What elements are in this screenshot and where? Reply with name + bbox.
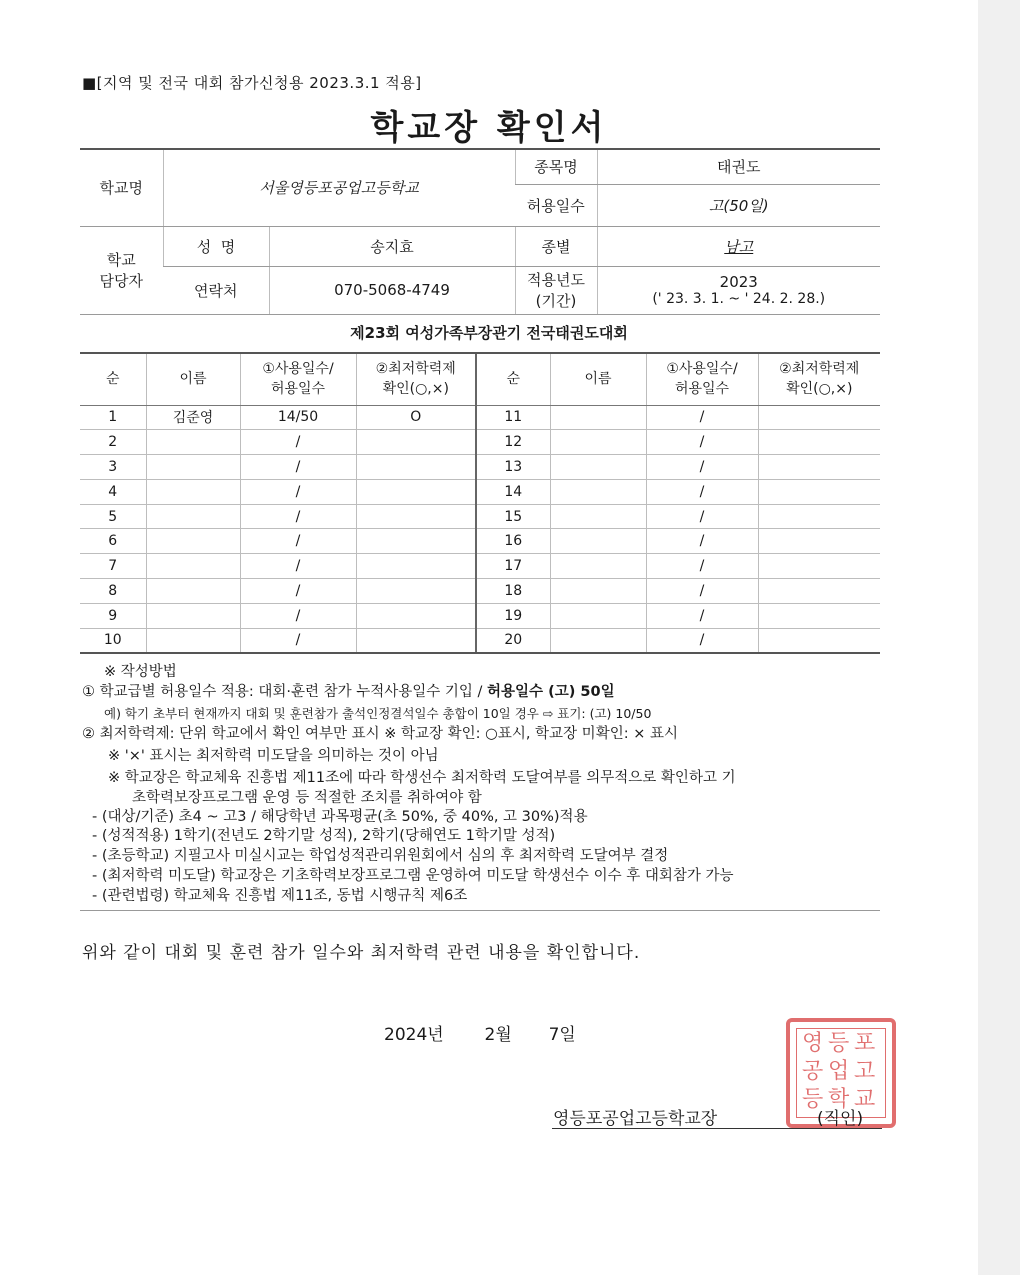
roster-cell-check	[758, 504, 880, 529]
roster-cell-days: /	[240, 455, 356, 480]
col-header-min-line2: 확인(○,×)	[382, 381, 449, 398]
roster-cell-no: 12	[476, 430, 550, 455]
roster-cell-no: 8	[80, 579, 146, 604]
roster-cell-days: /	[646, 529, 758, 554]
roster-cell-name	[146, 479, 240, 504]
roster-cell-check	[758, 405, 880, 430]
roster-header-row	[80, 353, 880, 405]
roster-cell-name	[146, 603, 240, 628]
table-row	[80, 603, 880, 628]
col-header-min-right-line2: 확인(○,×)	[786, 381, 853, 398]
form-header-note: ■[지역 및 전국 대회 참가신청용 2023.3.1 적용]	[82, 74, 422, 92]
roster-cell-days: /	[240, 504, 356, 529]
table-row	[80, 430, 880, 455]
allowed-days-label: 허용일수	[515, 184, 597, 226]
roster-cell-name	[550, 405, 646, 430]
confirmation-statement: 위와 같이 대회 및 훈련 참가 일수와 최저학력 관련 내용을 확인합니다.	[82, 943, 641, 963]
roster-cell-no: 10	[80, 628, 146, 653]
instruction-item-2: ② 최저학력제: 단위 학교에서 확인 여부만 표시 ※ 학교장 확인: ○표시, 학교장 미확인: × 표시	[82, 726, 678, 742]
col-header-days-line1: ①사용일수/	[262, 361, 334, 378]
col-header-days-right-line1: ①사용일수/	[666, 361, 738, 378]
roster-cell-days: /	[646, 504, 758, 529]
allowed-days-value: 고(50일)	[597, 184, 880, 226]
roster-cell-check	[758, 430, 880, 455]
document-title: 학교장 확인서	[370, 108, 608, 148]
instruction-item-1-text: ① 학교급별 허용일수 적용: 대회·훈련 참가 누적사용일수 기입 /	[82, 684, 488, 700]
instruction-note-2b: 초학력보장프로그램 운영 등 적절한 조치를 취하여야 함	[132, 790, 482, 806]
col-header-min-line1: ②최저학력제	[375, 361, 456, 378]
roster-cell-name	[550, 479, 646, 504]
roster-cell-no: 1	[80, 405, 146, 430]
roster-cell-days: /	[240, 628, 356, 653]
roster-cell-no: 15	[476, 504, 550, 529]
period-label-line2: (기간)	[535, 292, 577, 310]
roster-cell-check	[356, 455, 476, 480]
table-row	[80, 479, 880, 504]
roster-cell-check	[758, 554, 880, 579]
roster-cell-check	[356, 430, 476, 455]
roster-cell-check	[758, 479, 880, 504]
roster-cell-no: 9	[80, 603, 146, 628]
col-header-days-line2: 허용일수	[270, 381, 326, 398]
roster-cell-days: /	[646, 455, 758, 480]
instruction-dash-1: - (대상/기준) 초4 ~ 고3 / 해당학년 과목평균(초 50%, 중 40%, 고 30%)적용	[92, 809, 588, 825]
roster-cell-days: /	[646, 430, 758, 455]
roster-cell-days: /	[646, 405, 758, 430]
period-range: (' 23. 3. 1. ~ ' 24. 2. 28.)	[652, 291, 826, 307]
roster-cell-name	[550, 455, 646, 480]
roster-cell-check	[356, 504, 476, 529]
roster-cell-check	[356, 529, 476, 554]
athlete-roster-table	[80, 352, 880, 654]
roster-cell-days: /	[240, 479, 356, 504]
roster-cell-check	[758, 529, 880, 554]
roster-cell-check: O	[356, 405, 476, 430]
phone-label: 연락처	[163, 266, 269, 314]
table-row	[80, 579, 880, 604]
instruction-item-1-emphasis: 허용일수 (고) 50일	[487, 684, 615, 700]
roster-cell-name	[146, 529, 240, 554]
official-seal: 영 등 포 공 업 고 등 학 교	[786, 1018, 896, 1128]
roster-cell-check	[356, 628, 476, 653]
roster-cell-no: 4	[80, 479, 146, 504]
table-row	[80, 455, 880, 480]
roster-cell-check	[356, 603, 476, 628]
roster-cell-days: /	[646, 554, 758, 579]
col-header-no-right: 순	[476, 353, 550, 405]
roster-cell-name	[550, 554, 646, 579]
roster-cell-no: 14	[476, 479, 550, 504]
contact-group-label	[80, 226, 163, 314]
roster-cell-name	[146, 455, 240, 480]
contact-name-value: 송지효	[269, 226, 515, 266]
roster-cell-no: 20	[476, 628, 550, 653]
instruction-dash-2: - (성적적용) 1학기(전년도 2학기말 성적), 2학기(당해연도 1학기말 성적)	[92, 828, 556, 844]
roster-cell-no: 3	[80, 455, 146, 480]
principal-title: 영등포공업고등학교장	[553, 1109, 718, 1129]
col-header-min-right-line1: ②최저학력제	[779, 361, 860, 378]
instructions-bottom-rule	[80, 910, 880, 911]
contact-group-label-line2: 담당자	[99, 272, 143, 290]
roster-cell-days: /	[646, 479, 758, 504]
col-header-days-right	[646, 353, 758, 405]
roster-cell-no: 17	[476, 554, 550, 579]
roster-cell-name	[146, 579, 240, 604]
roster-cell-days: /	[646, 579, 758, 604]
table-row	[80, 405, 880, 430]
instruction-note-1: ※ '×' 표시는 최저학력 미도달을 의미하는 것이 아님	[108, 748, 439, 764]
roster-cell-name	[146, 430, 240, 455]
table-row	[80, 529, 880, 554]
roster-cell-name	[550, 529, 646, 554]
roster-cell-no: 19	[476, 603, 550, 628]
date-day: 7일	[548, 1025, 576, 1045]
roster-cell-check	[758, 455, 880, 480]
phone-value: 070-5068-4749	[269, 266, 515, 314]
roster-cell-no: 7	[80, 554, 146, 579]
right-margin-bar	[978, 0, 1020, 1275]
school-name-label: 학교명	[80, 149, 163, 226]
roster-cell-name	[550, 579, 646, 604]
col-header-min-right	[758, 353, 880, 405]
contact-name-label: 성 명	[163, 226, 269, 266]
instruction-dash-4: - (최저학력 미도달) 학교장은 기초학력보장프로그램 운영하여 미도달 학생선수 이수 후 대회참가 가능	[92, 868, 734, 884]
roster-cell-name	[146, 628, 240, 653]
instruction-dash-3: - (초등학교) 지필고사 미실시교는 학업성적관리위원회에서 심의 후 최저학력 도달여부 결정	[92, 848, 669, 864]
table-row	[80, 554, 880, 579]
instruction-item-1-example: 예) 학기 초부터 현재까지 대회 및 훈련참가 출석인정결석일수 총합이 10일 경우 ⇨ 표기: (고) 10/50	[104, 706, 652, 721]
roster-cell-check	[758, 603, 880, 628]
roster-cell-check	[356, 554, 476, 579]
roster-cell-days: /	[240, 430, 356, 455]
contact-group-label-line1: 학교	[106, 251, 136, 269]
roster-cell-name	[550, 628, 646, 653]
gender-label: 종별	[515, 226, 597, 266]
roster-cell-days: /	[240, 603, 356, 628]
roster-cell-no: 16	[476, 529, 550, 554]
instruction-item-1	[82, 680, 615, 701]
gender-value: 남고	[597, 226, 880, 266]
roster-cell-no: 18	[476, 579, 550, 604]
roster-cell-name	[550, 430, 646, 455]
seal-label: (직인)	[817, 1109, 864, 1129]
instruction-dash-5: - (관련법령) 학교체육 진흥법 제11조, 동법 시행규칙 제6조	[92, 888, 468, 904]
sport-value: 태권도	[597, 149, 880, 184]
period-value	[597, 266, 880, 314]
competition-title: 제23회 여성가족부장관기 전국태권도대회	[350, 324, 628, 342]
roster-cell-name: 김준영	[146, 405, 240, 430]
date-month: 2월	[484, 1025, 512, 1045]
table-row	[80, 628, 880, 653]
date-year: 2024년	[384, 1025, 444, 1045]
roster-cell-name	[550, 504, 646, 529]
col-header-days-right-line2: 허용일수	[674, 381, 730, 398]
period-label-line1: 적용년도	[527, 271, 585, 289]
table-row	[80, 504, 880, 529]
roster-cell-name	[550, 603, 646, 628]
instructions-heading: ※ 작성방법	[104, 664, 177, 680]
instruction-note-2a: ※ 학교장은 학교체육 진흥법 제11조에 따라 학생선수 최저학력 도달여부를 의무적으로 확인하고 기	[108, 770, 736, 786]
roster-cell-name	[146, 504, 240, 529]
roster-cell-name	[146, 554, 240, 579]
roster-cell-days: /	[646, 628, 758, 653]
period-label	[515, 266, 597, 314]
roster-cell-check	[356, 479, 476, 504]
school-info-table	[80, 148, 880, 315]
roster-cell-days: /	[240, 554, 356, 579]
roster-cell-no: 11	[476, 405, 550, 430]
sport-label: 종목명	[515, 149, 597, 184]
col-header-name-right: 이름	[550, 353, 646, 405]
roster-cell-no: 6	[80, 529, 146, 554]
roster-cell-check	[356, 579, 476, 604]
col-header-no: 순	[80, 353, 146, 405]
roster-cell-no: 13	[476, 455, 550, 480]
roster-cell-days: 14/50	[240, 405, 356, 430]
roster-cell-check	[758, 628, 880, 653]
roster-cell-days: /	[240, 529, 356, 554]
col-header-min	[356, 353, 476, 405]
roster-cell-days: /	[240, 579, 356, 604]
roster-cell-days: /	[646, 603, 758, 628]
period-year: 2023	[719, 273, 758, 291]
issue-date	[384, 1020, 576, 1045]
roster-cell-no: 5	[80, 504, 146, 529]
roster-cell-check	[758, 579, 880, 604]
roster-cell-no: 2	[80, 430, 146, 455]
col-header-name: 이름	[146, 353, 240, 405]
col-header-days	[240, 353, 356, 405]
school-name-value: 서울영등포공업고등학교	[163, 149, 515, 226]
